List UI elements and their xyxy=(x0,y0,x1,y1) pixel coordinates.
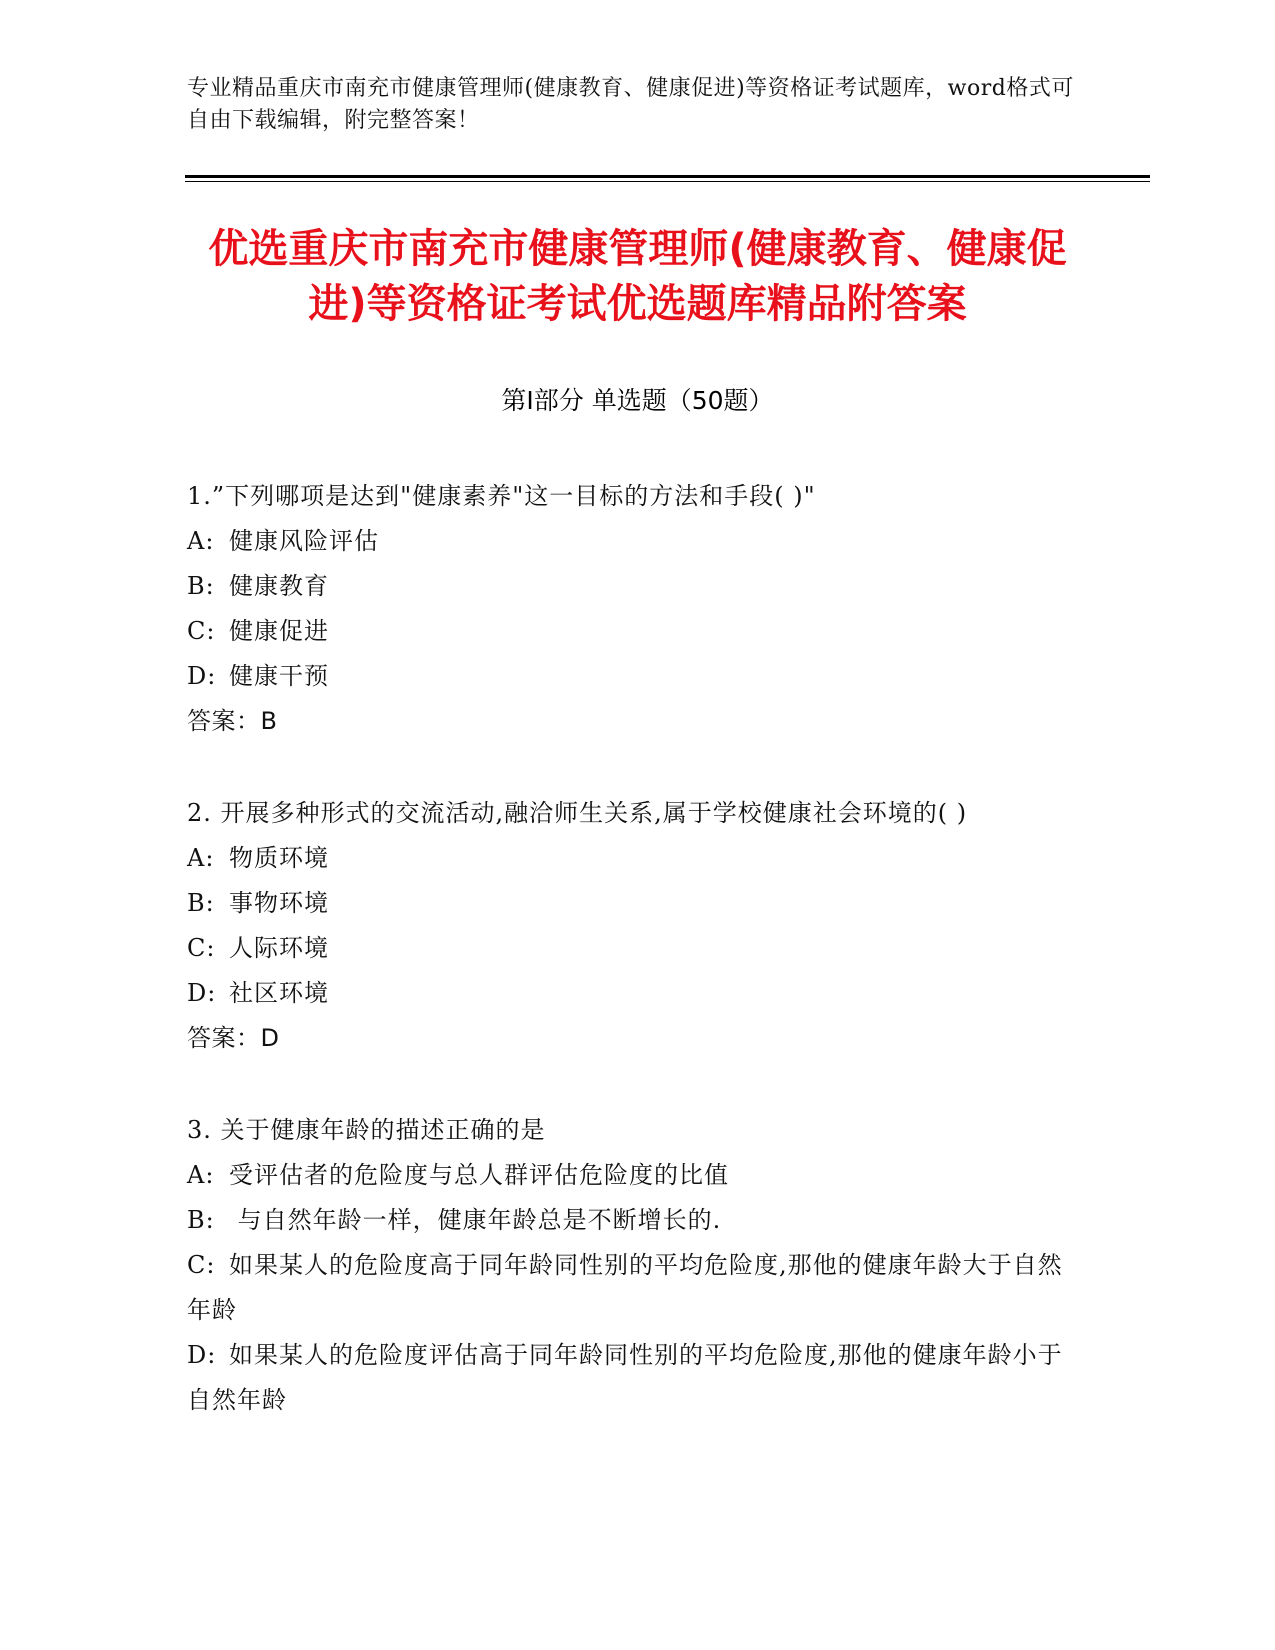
option-letter: C: xyxy=(187,1251,216,1279)
question-stem: 3. 关于健康年龄的描述正确的是 xyxy=(187,1116,546,1144)
option-letter: C: xyxy=(187,617,216,645)
answer-line: 答案：B xyxy=(187,707,278,735)
option-c xyxy=(187,926,1067,971)
option-text: 社区环境 xyxy=(229,979,329,1007)
option-letter: B: xyxy=(187,1206,215,1234)
option-text: 物质环境 xyxy=(229,844,329,872)
header-rule-thick xyxy=(185,175,1150,178)
header-rule-thin xyxy=(185,181,1150,182)
option-a xyxy=(187,519,1067,564)
option-text: 如果某人的危险度评估高于同年龄同性别的平均危险度,那他的健康年龄小于自然年龄 xyxy=(187,1341,1063,1414)
option-d xyxy=(187,971,1067,1016)
option-letter: D: xyxy=(187,1341,217,1369)
option-text: 如果某人的危险度高于同年龄同性别的平均危险度,那他的健康年龄大于自然年龄 xyxy=(187,1251,1063,1324)
option-text: 健康教育 xyxy=(229,572,329,600)
option-letter: B: xyxy=(187,889,215,917)
question-stem: 1.”下列哪项是达到"健康素养"这一目标的方法和手段( )" xyxy=(187,482,816,510)
option-text: 健康干预 xyxy=(229,662,329,690)
option-letter: D: xyxy=(187,662,217,690)
option-letter: D: xyxy=(187,979,217,1007)
option-b xyxy=(187,564,1067,609)
question-2 xyxy=(187,791,1067,1061)
option-text: 受评估者的危险度与总人群评估危险度的比值 xyxy=(229,1161,729,1189)
option-c xyxy=(187,1243,1067,1333)
section-heading: 第Ⅰ部分 单选题（50题） xyxy=(501,386,774,415)
option-b xyxy=(187,881,1067,926)
option-c xyxy=(187,609,1067,654)
option-text: 人际环境 xyxy=(229,934,329,962)
option-letter: B: xyxy=(187,572,215,600)
question-stem: 2. 开展多种形式的交流活动,融洽师生关系,属于学校健康社会环境的( ) xyxy=(187,799,968,827)
option-letter: A: xyxy=(187,1161,215,1189)
document-title: 优选重庆市南充市健康管理师(健康教育、健康促进)等资格证考试优选题库精品附答案 xyxy=(208,226,1067,327)
option-text: 与自然年龄一样，健康年龄总是不断增长的. xyxy=(229,1206,722,1234)
option-a xyxy=(187,1153,1067,1198)
header-note: 专业精品重庆市南充市健康管理师(健康教育、健康促进)等资格证考试题库，word格式可自由下载编辑，附完整答案！ xyxy=(187,76,1074,133)
option-d xyxy=(187,1333,1067,1423)
question-3 xyxy=(187,1108,1067,1423)
option-letter: A: xyxy=(187,527,215,555)
option-text: 事物环境 xyxy=(229,889,329,917)
option-b xyxy=(187,1198,1067,1243)
answer-line: 答案：D xyxy=(187,1024,280,1052)
question-list xyxy=(187,474,1067,1470)
option-letter: A: xyxy=(187,844,215,872)
option-a xyxy=(187,836,1067,881)
option-letter: C: xyxy=(187,934,216,962)
option-text: 健康风险评估 xyxy=(229,527,379,555)
option-d xyxy=(187,654,1067,699)
option-text: 健康促进 xyxy=(229,617,329,645)
question-1 xyxy=(187,474,1067,744)
